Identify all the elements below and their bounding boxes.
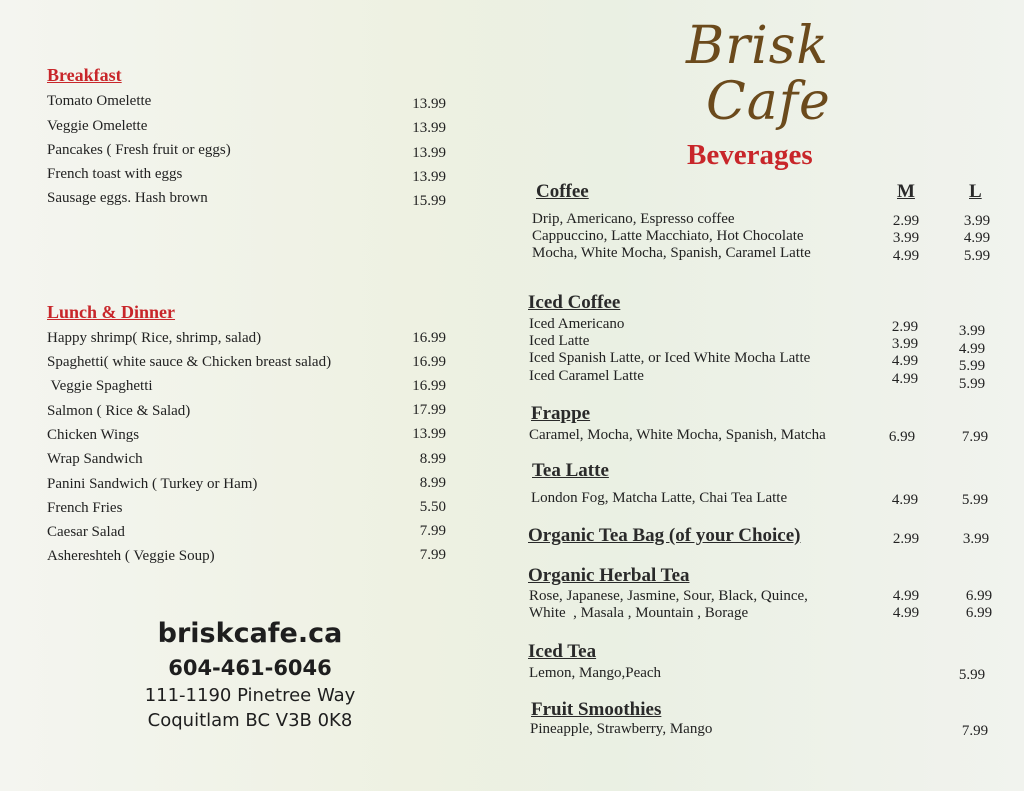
menu-item-price: 13.99 xyxy=(412,96,446,112)
beverages-title: Beverages xyxy=(687,139,813,171)
bev-price-m: 4.99 xyxy=(892,605,920,621)
bev-price-m: 4.99 xyxy=(892,588,920,604)
bev-price-l: 5.99 xyxy=(958,376,986,392)
menu-item-name: Tomato Omelette xyxy=(47,93,152,109)
menu-item-name: Sausage eggs. Hash brown xyxy=(47,190,208,206)
bev-item-name: Caramel, Mocha, White Mocha, Spanish, Matcha xyxy=(529,427,826,443)
bev-price-l: 3.99 xyxy=(963,213,991,229)
menu-item-name: Caesar Salad xyxy=(47,524,125,540)
bev-price-l: 7.99 xyxy=(961,723,989,739)
bev-price-l: 5.99 xyxy=(958,667,986,683)
menu-item-price: 8.99 xyxy=(419,475,446,491)
address-line-1: 111-1190 Pinetree Way xyxy=(144,685,356,706)
bev-item-name: Cappuccino, Latte Macchiato, Hot Chocolate xyxy=(532,228,804,244)
menu-item-price: 16.99 xyxy=(412,330,446,346)
bev-price-l: 6.99 xyxy=(965,605,993,621)
bev-price-m: 4.99 xyxy=(891,353,919,369)
menu-item-name: Panini Sandwich ( Turkey or Ham) xyxy=(47,476,258,492)
menu-item-name: Wrap Sandwich xyxy=(47,451,143,467)
size-medium-header: M xyxy=(897,181,915,202)
bev-price-l: 3.99 xyxy=(962,531,990,547)
menu-item-price: 17.99 xyxy=(412,402,446,418)
bev-item-name: Iced Latte xyxy=(529,333,590,349)
bev-price-l: 5.99 xyxy=(961,492,989,508)
coffee-heading: Coffee xyxy=(536,181,589,202)
menu-item-price: 8.99 xyxy=(419,451,446,467)
cafe-logo-brisk: Brisk xyxy=(686,16,829,76)
bev-item-name: Lemon, Mango,Peach xyxy=(529,665,662,681)
organic-herbal-tea-heading: Organic Herbal Tea xyxy=(528,565,690,586)
menu-item-name: Spaghetti( white sauce & Chicken breast salad) xyxy=(47,354,332,370)
bev-price-m: 3.99 xyxy=(892,230,920,246)
iced-coffee-heading: Iced Coffee xyxy=(528,292,621,313)
menu-item-name: Veggie Spaghetti xyxy=(47,378,153,394)
menu-item-price: 16.99 xyxy=(412,378,446,394)
breakfast-heading: Breakfast xyxy=(47,65,122,85)
tea-latte-heading: Tea Latte xyxy=(532,460,609,481)
menu-item-price: 7.99 xyxy=(419,547,446,563)
bev-item-name: Iced Americano xyxy=(529,316,625,332)
bev-price-l: 5.99 xyxy=(958,358,986,374)
phone-number: 604-461-6046 xyxy=(168,656,332,680)
bev-price-m: 2.99 xyxy=(892,213,920,229)
bev-item-name: Iced Caramel Latte xyxy=(529,368,644,384)
bev-price-l: 5.99 xyxy=(963,248,991,264)
bev-item-name: Mocha, White Mocha, Spanish, Caramel Latte xyxy=(532,245,811,261)
lunch-dinner-heading: Lunch & Dinner xyxy=(47,302,176,322)
bev-price-l: 3.99 xyxy=(958,323,986,339)
menu-item-name: Pancakes ( Fresh fruit or eggs) xyxy=(47,142,231,158)
bev-item-name: Iced Spanish Latte, or Iced White Mocha Latte xyxy=(529,350,811,366)
cafe-logo-cafe: Cafe xyxy=(706,72,831,132)
bev-price-l: 6.99 xyxy=(965,588,993,604)
menu-item-price: 13.99 xyxy=(412,120,446,136)
bev-price-m: 3.99 xyxy=(891,336,919,352)
bev-item-name: Drip, Americano, Espresso coffee xyxy=(532,211,735,227)
address-line-2: Coquitlam BC V3B 0K8 xyxy=(147,710,353,731)
menu-item-price: 13.99 xyxy=(412,426,446,442)
frappe-heading: Frappe xyxy=(531,403,591,424)
menu-item-price: 13.99 xyxy=(412,145,446,161)
menu-item-name: French toast with eggs xyxy=(47,166,183,182)
website-link[interactable]: briskcafe.ca xyxy=(157,618,343,649)
bev-price-l: 4.99 xyxy=(963,230,991,246)
bev-price-m: 4.99 xyxy=(892,248,920,264)
bev-item-name: White , Masala , Mountain , Borage xyxy=(529,605,749,621)
bev-price-m: 4.99 xyxy=(891,371,919,387)
fruit-smoothies-heading: Fruit Smoothies xyxy=(531,699,662,720)
menu-item-name: Ashereshteh ( Veggie Soup) xyxy=(47,548,215,564)
bev-price-m: 2.99 xyxy=(892,531,920,547)
menu-item-price: 7.99 xyxy=(419,523,446,539)
bev-price-m: 2.99 xyxy=(891,319,919,335)
menu-item-name: Salmon ( Rice & Salad) xyxy=(47,403,191,419)
bev-price-l: 4.99 xyxy=(958,341,986,357)
bev-price-m: 4.99 xyxy=(891,492,919,508)
size-large-header: L xyxy=(969,181,982,202)
menu-item-price: 5.50 xyxy=(419,499,446,515)
menu-item-name: Happy shrimp( Rice, shrimp, salad) xyxy=(47,330,262,346)
bev-item-name: Rose, Japanese, Jasmine, Sour, Black, Quince, xyxy=(529,588,808,604)
menu-item-name: French Fries xyxy=(47,500,123,516)
bev-price-l: 7.99 xyxy=(961,429,989,445)
bev-price-m: 6.99 xyxy=(888,429,916,445)
menu-item-price: 16.99 xyxy=(412,354,446,370)
bev-item-name: London Fog, Matcha Latte, Chai Tea Latte xyxy=(531,490,788,506)
iced-tea-heading: Iced Tea xyxy=(528,641,597,662)
menu-item-name: Chicken Wings xyxy=(47,427,140,443)
menu-item-name: Veggie Omelette xyxy=(47,118,148,134)
bev-item-name: Pineapple, Strawberry, Mango xyxy=(530,721,713,737)
menu-item-price: 15.99 xyxy=(412,193,446,209)
menu-item-price: 13.99 xyxy=(412,169,446,185)
organic-tea-bag-heading: Organic Tea Bag (of your Choice) xyxy=(528,525,801,546)
